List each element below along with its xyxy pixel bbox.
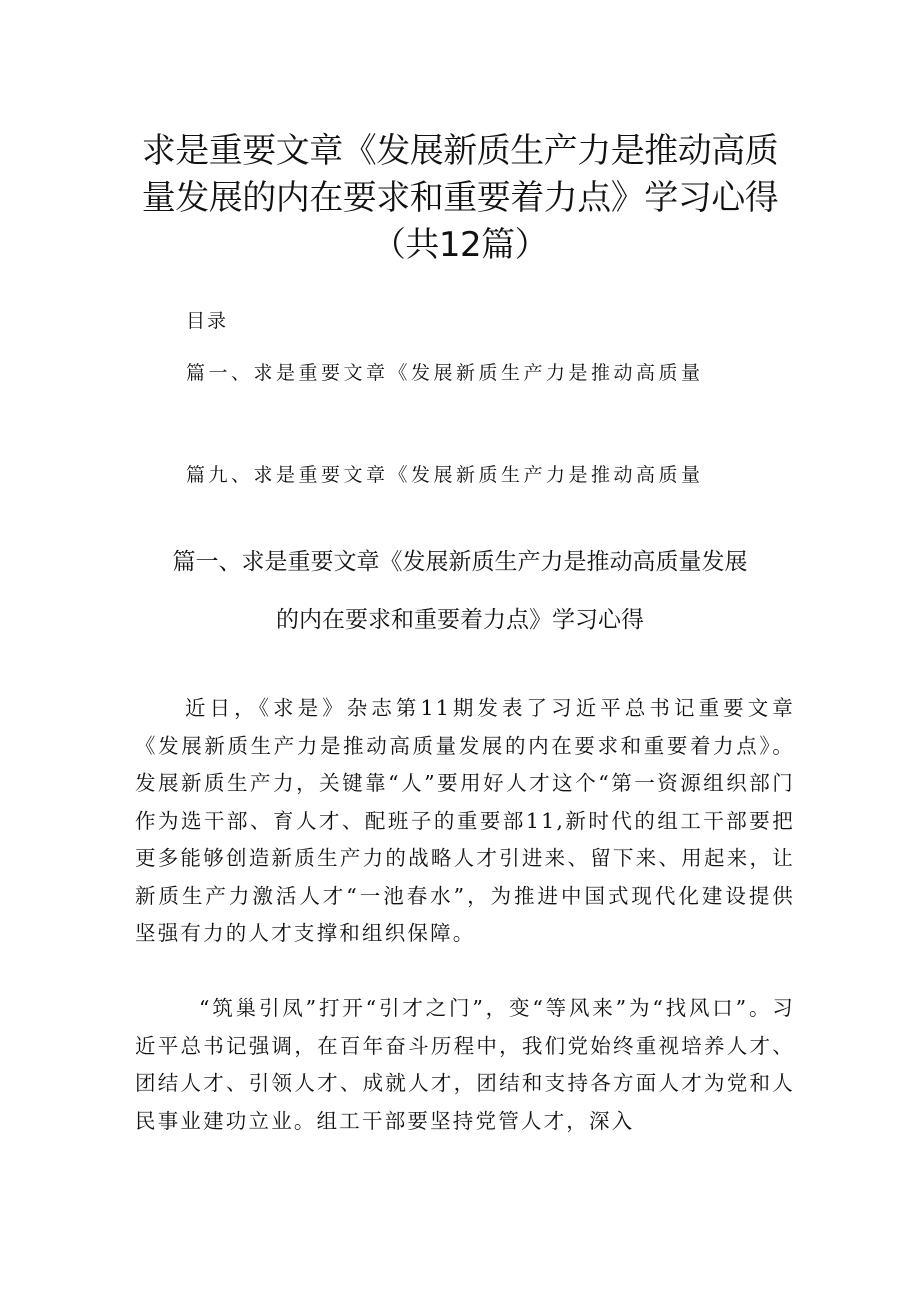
toc-label: 目录 <box>186 310 229 332</box>
title-line-3: （共12篇） <box>371 225 549 265</box>
toc-item[interactable]: 篇一、求是重要文章《发展新质生产力是推动高质量 <box>186 362 704 384</box>
toc-item[interactable]: 篇九、求是重要文章《发展新质生产力是推动高质量 <box>186 464 704 486</box>
body-paragraph: “筑巢引凤”打开“引才之门”，变“等风来”为“找风口”。习近平总书记强调，在百年奋斗历程中，我们党始终重视培养人才、团结人才、引领人才、成就人才，团结和支持各方面人才为党和人民事业建功立业。组工干部要坚持党管人才，深入 <box>135 996 795 1133</box>
section-title-line-2: 的内在要求和重要着力点》学习心得 <box>276 607 644 633</box>
title-line-2: 量发展的内在要求和重要着力点》学习心得 <box>141 178 779 218</box>
document-title <box>130 128 790 269</box>
body-paragraph: 近日，《求是》杂志第11期发表了习近平总书记重要文章《发展新质生产力是推动高质量发展的内在要求和重要着力点》。发展新质生产力，关键靠“人”要用好人才这个“第一资源组织部门作为选干部、育人才、配班子的重要部11,新时代的组工干部要把更多能够创造新质生产力的战略人才引进来、留下来、用起来，让新质生产力激活人才“一池春水”，为推进中国式现代化建设提供坚强有力的人才支撑和组织保障。 <box>135 696 795 945</box>
section-title-line-1: 篇一、求是重要文章《发展新质生产力是推动高质量发展 <box>172 549 748 575</box>
section-title <box>120 533 800 649</box>
title-line-1: 求是重要文章《发展新质生产力是推动高质 <box>141 131 779 171</box>
